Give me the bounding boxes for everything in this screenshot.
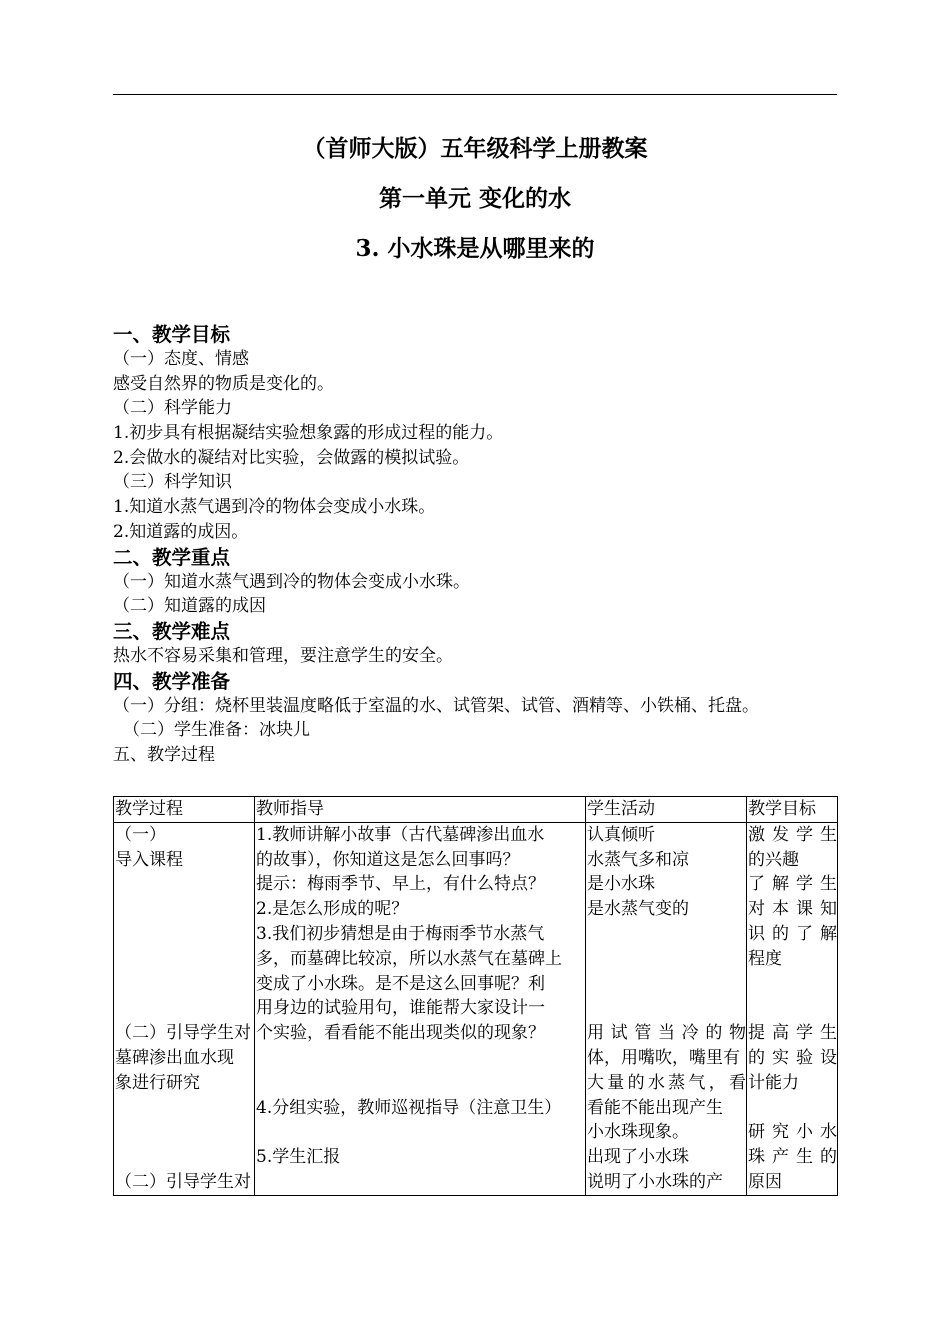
cell-line: 小水珠现象。 xyxy=(587,1122,689,1143)
cell-line: 说明了小水珠的产 xyxy=(587,1171,723,1192)
cell-line xyxy=(115,972,254,997)
goal-knowledge-item: 1.知道水蒸气遇到冷的物体会变成小水珠。 xyxy=(113,497,436,518)
cell-line: 出现了小水珠 xyxy=(587,1147,689,1168)
cell-line: 的兴趣 xyxy=(748,849,799,870)
cell-line: （二）引导学生对 xyxy=(115,1171,251,1192)
teaching-goal-cell xyxy=(747,822,838,1195)
cell-line xyxy=(587,996,746,1021)
lesson-body xyxy=(113,322,853,768)
cell-line xyxy=(256,1046,585,1071)
cell-line: 认真倾听 xyxy=(587,824,655,845)
cell-line: （二）引导学生对 xyxy=(115,1023,251,1044)
cell-line: 2.是怎么形成的呢？ xyxy=(256,899,409,920)
cell-line xyxy=(115,922,254,947)
cell-line: 墓碑渗出血水现 xyxy=(115,1047,234,1068)
cell-line: 研究小水 xyxy=(748,1122,837,1143)
goal-knowledge-title: （三）科学知识 xyxy=(113,472,232,493)
preparation-student: （二）学生准备：冰块儿 xyxy=(123,720,310,741)
cell-line xyxy=(748,972,837,997)
goal-ability-title: （二）科学能力 xyxy=(113,398,232,419)
goal-ability-item: 2.会做水的凝结对比实验，会做露的模拟试验。 xyxy=(113,447,470,468)
cell-line xyxy=(587,922,746,947)
unit-title: 第一单元 变化的水 xyxy=(378,185,571,212)
key-point: （二）知道露的成因 xyxy=(113,596,266,617)
goal-attitude-title: （一）态度、情感 xyxy=(113,349,249,369)
goal-knowledge-item: 2.知道露的成因。 xyxy=(113,521,249,542)
cell-line: 识的了解 xyxy=(748,923,837,944)
cell-line: 体，用嘴吹，嘴里有 xyxy=(587,1047,740,1068)
cell-line: 变成了小水珠。是不是这么回事呢？利 xyxy=(256,973,545,994)
table-header-row xyxy=(114,797,838,823)
cell-line xyxy=(748,996,837,1021)
cell-line xyxy=(115,872,254,897)
cell-line xyxy=(115,897,254,922)
cell-line: 个实验，看看能不能出现类似的现象？ xyxy=(256,1023,545,1044)
cell-line: 提示：梅雨季节、早上，有什么特点？ xyxy=(256,874,545,895)
cell-line: 对本课知 xyxy=(748,899,837,920)
cell-line: 用试管当冷的物 xyxy=(587,1023,746,1044)
cell-line: 水蒸气多和凉 xyxy=(587,849,689,870)
cell-line: 大量的水蒸气，看 xyxy=(587,1072,746,1093)
cell-line: 了解学生 xyxy=(748,874,837,895)
document-title: （首师大版）五年级科学上册教案 xyxy=(302,135,648,162)
cell-line xyxy=(115,1120,254,1145)
cell-line: 的实验设 xyxy=(748,1047,837,1068)
table-row xyxy=(114,822,838,1195)
teaching-process-table xyxy=(113,796,838,1196)
cell-line: 是水蒸气变的 xyxy=(587,899,689,920)
cell-line: 5.学生汇报 xyxy=(256,1147,341,1168)
cell-line: 原因 xyxy=(748,1171,782,1192)
cell-line: 珠产生的 xyxy=(748,1147,837,1168)
cell-line xyxy=(587,947,746,972)
cell-line: 象进行研究 xyxy=(115,1072,200,1093)
cell-line: 是小水珠 xyxy=(587,874,655,895)
preparation-heading: 四、教学准备 xyxy=(113,669,231,693)
teacher-guidance-cell xyxy=(255,822,586,1195)
cell-line: 导入课程 xyxy=(115,849,183,870)
cell-line: 看能不能出现产生 xyxy=(587,1097,723,1118)
cell-line xyxy=(115,1145,254,1170)
cell-line xyxy=(748,1096,837,1121)
cell-line: 计能力 xyxy=(748,1072,799,1093)
key-point: （一）知道水蒸气遇到冷的物体会变成小水珠。 xyxy=(113,571,470,592)
cell-line: 3.我们初步猜想是由于梅雨季节水蒸气 xyxy=(256,923,545,944)
table-header-cell: 学生活动 xyxy=(586,797,747,823)
goal-attitude-text: 感受自然界的物质是变化的。 xyxy=(113,373,334,394)
cell-line xyxy=(256,1170,585,1195)
process-stage-cell xyxy=(114,822,255,1195)
cell-line: （一） xyxy=(115,824,166,845)
cell-line: 用身边的试验用句，谁能帮大家设计一 xyxy=(256,998,545,1019)
table-header-cell: 教师指导 xyxy=(255,797,586,823)
header-rule xyxy=(113,94,837,95)
lesson-title: 3. 小水珠是从哪里来的 xyxy=(355,235,595,262)
preparation-group: （一）分组：烧杯里装温度略低于室温的水、试管架、试管、酒精等、小铁桶、托盘。 xyxy=(113,695,759,716)
cell-line xyxy=(115,996,254,1021)
process-heading: 五、教学过程 xyxy=(113,744,215,765)
key-points-heading: 二、教学重点 xyxy=(113,545,231,569)
goals-heading: 一、教学目标 xyxy=(113,323,231,346)
cell-line: 1.教师讲解小故事（古代墓碑渗出血水 xyxy=(256,824,545,845)
cell-line xyxy=(587,972,746,997)
cell-line: 程度 xyxy=(748,948,782,969)
cell-line: 的故事），你知道这是怎么回事吗？ xyxy=(256,849,520,870)
cell-line: 4.分组实验，教师巡视指导（注意卫生） xyxy=(256,1097,562,1118)
cell-line: 提高学生 xyxy=(748,1023,837,1044)
difficulty-heading: 三、教学难点 xyxy=(113,619,231,643)
cell-line xyxy=(115,947,254,972)
difficulty-text: 热水不容易采集和管理，要注意学生的安全。 xyxy=(113,645,453,666)
goal-ability-item: 1.初步具有根据凝结实验想象露的形成过程的能力。 xyxy=(113,423,504,444)
cell-line: 激发学生 xyxy=(748,824,837,845)
cell-line xyxy=(115,1096,254,1121)
cell-line: 多，而墓碑比较凉，所以水蒸气在墓碑上 xyxy=(256,948,562,969)
student-activity-cell xyxy=(586,822,747,1195)
cell-line xyxy=(256,1120,585,1145)
cell-line xyxy=(256,1071,585,1096)
table-header-cell: 教学目标 xyxy=(747,797,838,823)
table-header-cell: 教学过程 xyxy=(114,797,255,823)
